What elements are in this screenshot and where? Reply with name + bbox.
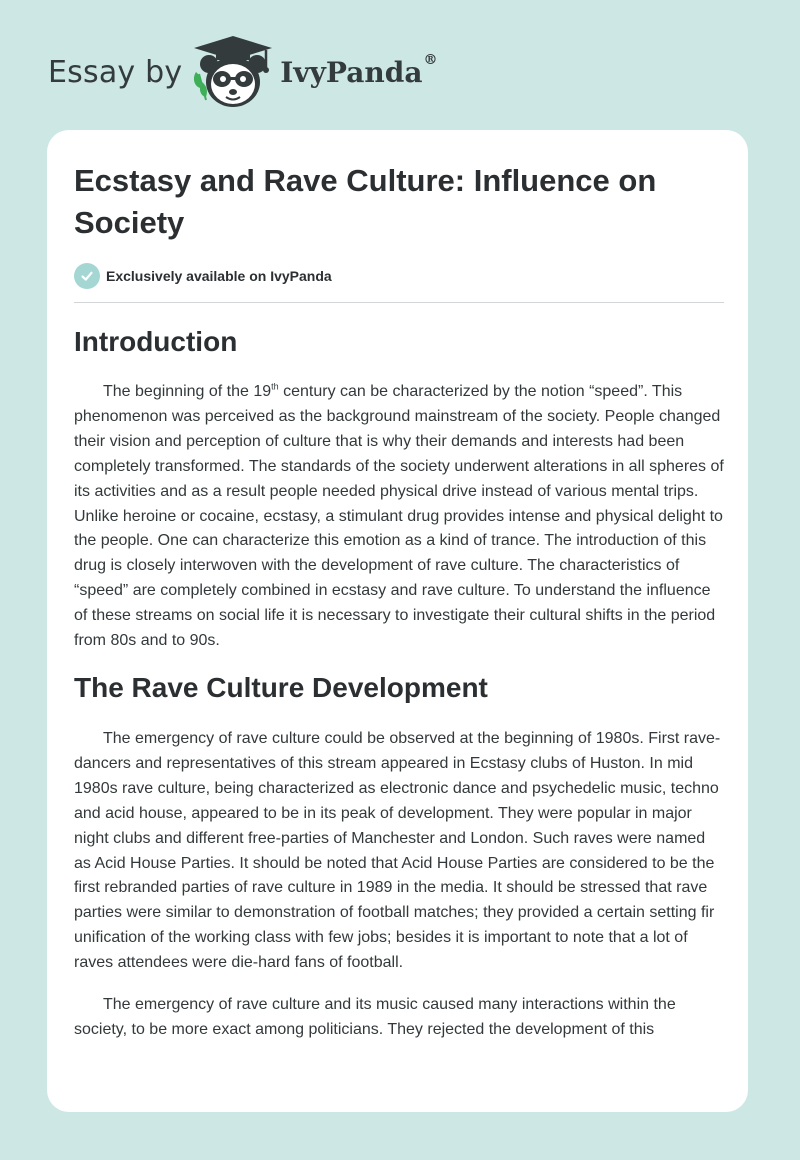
paragraph: The beginning of the 19th century can be characterized by the notion “speed”. This phenomenon was perceived as the background mainstream of the society. People changed their vision and perception of culture that is why their demands and interests had been completely transformed. The standards of the society underwent alterations in all spheres of its activities and as a result people needed physical drive instead of various mental trips. Unlike heroine or cocaine, ecstasy, a stimulant drug provides intense and physical delight to the people. One can characterize this emotion as a kind of trance. The introduction of this drug is closely interwoven with the development of rave culture. The characteristics of “speed” are completely combined in ecstasy and rave culture. To understand the influence of these streams on social life it is necessary to investigate their cultural shifts in the period from 80s and to 90s. <box>74 381 724 650</box>
panda-graduate-icon[interactable] <box>190 34 276 110</box>
paragraph: The emergency of rave culture and its music caused many interactions within the society, to be more exact among politicians. They rejected the development of this <box>74 996 676 1038</box>
article-content <box>74 160 724 1043</box>
divider <box>74 302 724 303</box>
section-heading-introduction: Introduction <box>74 326 238 357</box>
section-heading-rave-culture-development: The Rave Culture Development <box>74 671 488 703</box>
site-header <box>48 34 437 110</box>
brand-name[interactable]: IvyPanda® <box>280 51 438 89</box>
article-card <box>47 130 748 1112</box>
essay-by-label: Essay by <box>48 54 183 90</box>
paragraph: The emergency of rave culture could be observed at the beginning of 1980s. First rave-dancers and representatives of this stream appeared in Ecstasy clubs of Huston. In mid 1980s rave culture, being characterized as electronic dance and psychedelic music, techno and acid house, appeared to be in its peak of development. They were popular in major night clubs and different free-parties of Manchester and London. Such raves were named as Acid House Parties. It should be noted that Acid House Parties are considered to be the first rebranded parties of rave culture in 1989 in the media. It should be stressed that rave parties were similar to demonstration of football matches; they provided a certain setting fir unification of the working class with few jobs; besides it is important to note that a lot of raves attendees were die-hard fans of football. <box>74 729 721 972</box>
article-title: Ecstasy and Rave Culture: Influence on Society <box>74 163 657 240</box>
exclusive-text: Exclusively available on IvyPanda <box>106 268 332 284</box>
exclusive-badge <box>74 263 724 289</box>
check-circle-icon <box>74 263 100 289</box>
registered-mark: ® <box>423 51 438 68</box>
